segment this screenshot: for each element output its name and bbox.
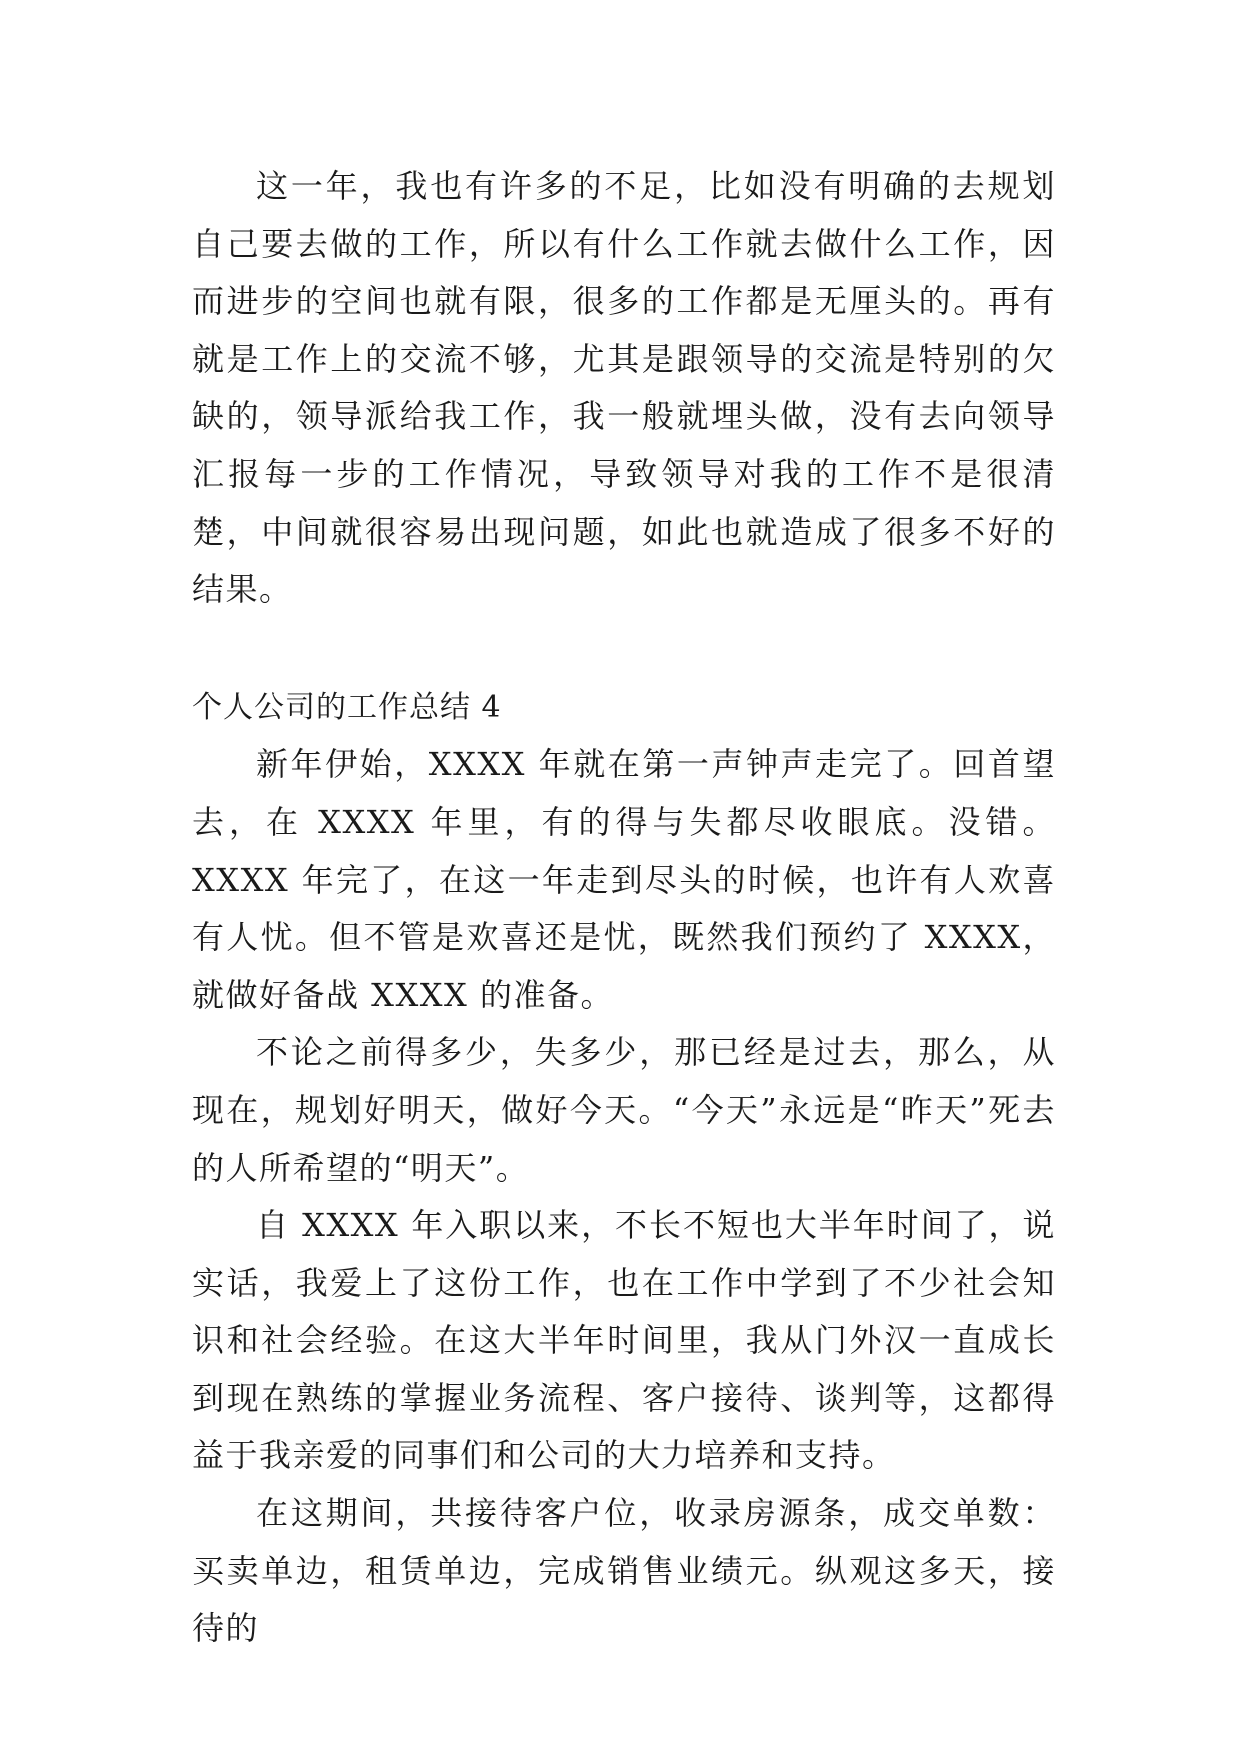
paragraph-performance: 在这期间，共接待客户位，收录房源条，成交单数：买卖单边，租赁单边，完成销售业绩元。纵观这多天，接待的 (192, 1494, 1056, 1648)
paragraph-past-and-future: 不论之前得多少，失多少，那已经是过去，那么，从现在，规划好明天，做好今天。“今天”永远是“昨天”死去的人所希望的“明天”。 (192, 1033, 1056, 1187)
section-heading: 个人公司的工作总结 4 (192, 689, 502, 725)
paragraph-since-joining: 自 XXXX 年入职以来，不长不短也大半年时间了，说实话，我爱上了这份工作，也在工作中学到了不少社会知识和社会经验。在这大半年时间里，我从门外汉一直成长到现在熟练的掌握业务流程、客户接待、谈判等，这都得益于我亲爱的同事们和公司的大力培养和支持。 (192, 1206, 1056, 1475)
paragraph-gap (192, 619, 1056, 679)
paragraph-new-year: 新年伊始，XXXX 年就在第一声钟声走完了。回首望去，在 XXXX 年里，有的得与失都尽收眼底。没错。XXXX 年完了，在这一年走到尽头的时候，也许有人欢喜有人忧。但不管是欢喜还是忧，既然我们预约了 XXXX，就做好备战 XXXX 的准备。 (192, 745, 1056, 1014)
paragraph-shortcomings: 这一年，我也有许多的不足，比如没有明确的去规划自己要去做的工作，所以有什么工作就去做什么工作，因而进步的空间也就有限，很多的工作都是无厘头的。再有就是工作上的交流不够，尤其是跟领导的交流是特别的欠缺的，领导派给我工作，我一般就埋头做，没有去向领导汇报每一步的工作情况，导致领导对我的工作不是很清楚，中间就很容易出现问题，如此也就造成了很多不好的结果。 (192, 167, 1056, 609)
document-page (192, 158, 1056, 1658)
